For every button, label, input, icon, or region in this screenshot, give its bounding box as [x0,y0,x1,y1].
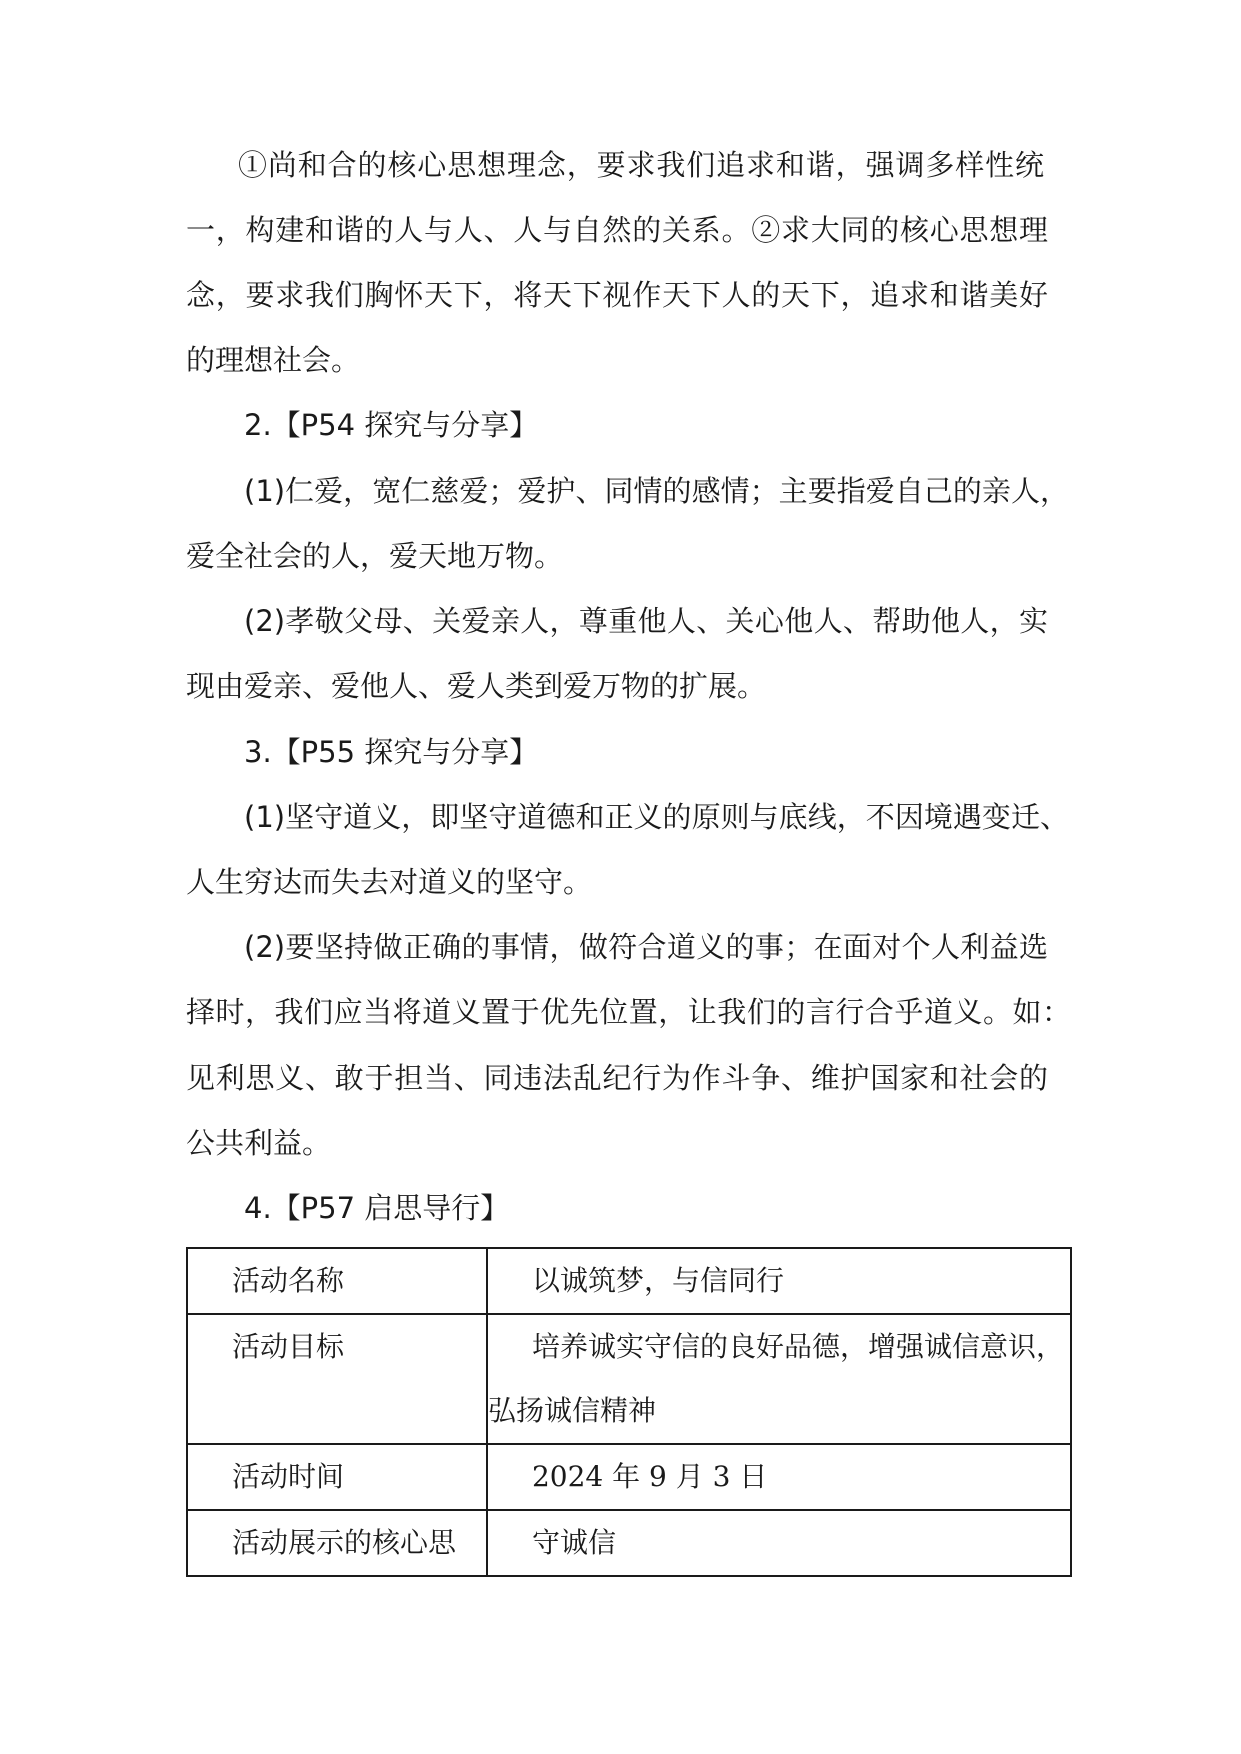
activity-core-label: 活动展示的核心思 [187,1510,487,1576]
paragraph-line: 人生穷达而失去对道义的坚守。 [186,865,593,899]
activity-name-value: 以诚筑梦，与信同行 [487,1248,1071,1314]
paragraph-line: 择时，我们应当将道义置于优先位置，让我们的言行合乎道义。如： [186,995,1071,1029]
paragraph-line: 念，要求我们胸怀天下，将天下视作天下人的天下，追求和谐美好 [186,278,1048,312]
activity-goal-value: 培养诚实守信的良好品德，增强诚信意识， 弘扬诚信精神 [487,1314,1071,1444]
table-row [187,1510,1071,1576]
paragraph-line: (2)孝敬父母、关爱亲人，尊重他人、关心他人、帮助他人，实 [244,604,1048,638]
paragraph-line: (2)要坚持做正确的事情，做符合道义的事；在面对个人利益选 [244,930,1048,964]
paragraph-line: 爱全社会的人，爱天地万物。 [186,539,564,573]
section-4-heading: 4.【P57 启思导行】 [244,1191,510,1225]
activity-core-value: 守诚信 [487,1510,1071,1576]
paragraph-line: 一，构建和谐的人与人、人与自然的关系。②求大同的核心思想理 [186,213,1048,247]
activity-time-label: 活动时间 [187,1444,487,1510]
paragraph-line: (1)坚守道义，即坚守道德和正义的原则与底线，不因境遇变迁、 [244,800,1069,834]
table-row [187,1248,1071,1314]
activity-table [186,1247,1072,1577]
paragraph-line: 见利思义、敢于担当、同违法乱纪行为作斗争、维护国家和社会的 [186,1061,1048,1095]
activity-goal-label: 活动目标 [187,1314,487,1444]
paragraph-line: (1)仁爱，宽仁慈爱；爱护、同情的感情；主要指爱自己的亲人， [244,474,1069,508]
table-row [187,1314,1071,1444]
paragraph-line: ①尚和合的核心思想理念，要求我们追求和谐，强调多样性统 [238,148,1044,182]
table-row [187,1444,1071,1510]
activity-name-label: 活动名称 [187,1248,487,1314]
paragraph-line: 的理想社会。 [186,343,361,377]
activity-time-value: 2024 年 9 月 3 日 [487,1444,1071,1510]
paragraph-line: 现由爱亲、爱他人、爱人类到爱万物的扩展。 [186,669,767,703]
paragraph-line: 公共利益。 [186,1126,332,1160]
section-2-heading: 2.【P54 探究与分享】 [244,408,539,442]
section-3-heading: 3.【P55 探究与分享】 [244,735,539,769]
